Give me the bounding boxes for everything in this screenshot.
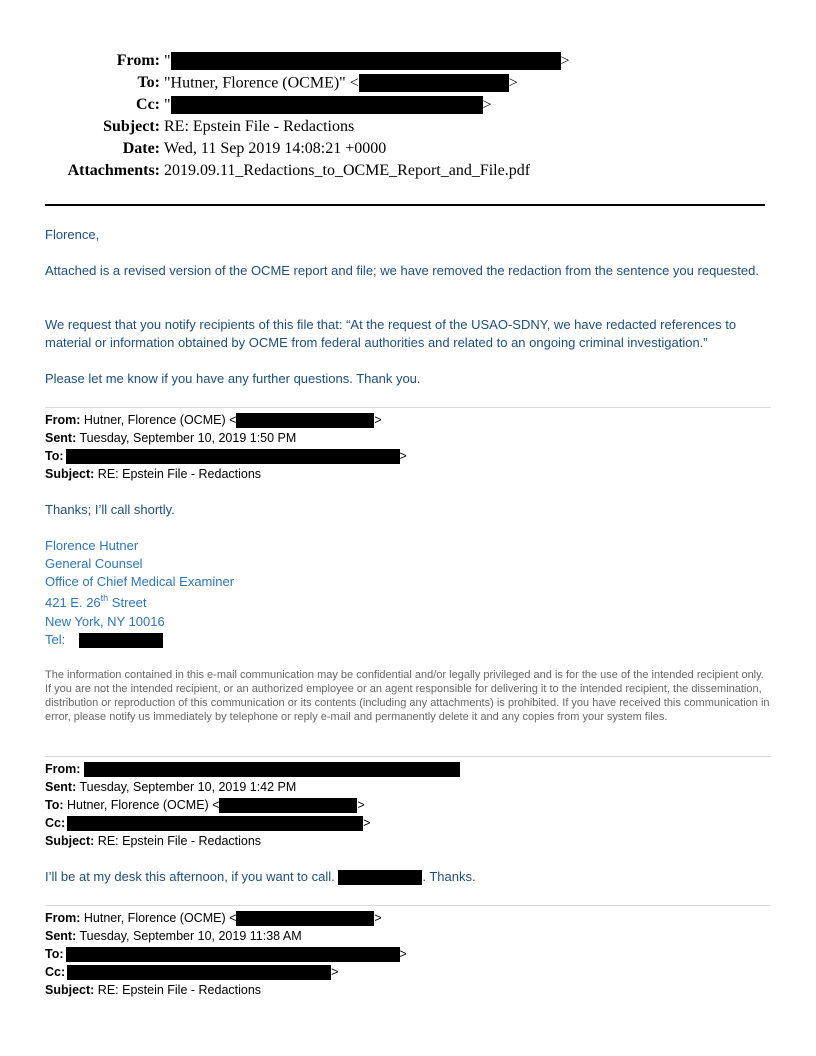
reply2-sent-value: Tuesday, September 10, 2019 1:42 PM <box>79 780 297 794</box>
header-divider <box>45 204 765 206</box>
signature-street <box>45 594 146 612</box>
header-attachments-row <box>0 162 816 184</box>
reply2-body-thanks: . Thanks. <box>422 869 476 884</box>
reply3-subject-label: Subject: <box>45 983 95 997</box>
reply1-to-suffix: > <box>399 449 407 463</box>
header-attachments-label: Attachments: <box>67 162 160 179</box>
reply2-body-text: I’ll be at my desk this afternoon, if you want to call. <box>45 869 339 884</box>
reply2-body <box>45 868 771 886</box>
reply3-from <box>45 909 771 927</box>
header-subject-label: Subject: <box>103 118 160 135</box>
reply2-to <box>45 796 771 814</box>
redaction-block <box>236 911 374 926</box>
reply3-cc-label: Cc: <box>45 965 66 979</box>
message-paragraph-1: Attached is a revised version of the OCME report and file; we have removed the redaction from the sentence you requested. <box>45 263 759 278</box>
reply2-subject-value: RE: Epstein File - Redactions <box>97 834 262 848</box>
header-to-row <box>0 74 816 96</box>
reply3-subject-value: RE: Epstein File - Redactions <box>97 983 262 997</box>
reply3-from-label: From: <box>45 911 81 925</box>
header-to-suffix: > <box>508 74 518 92</box>
header-cc-suffix: > <box>482 96 492 114</box>
header-from-row <box>0 52 816 74</box>
reply1-subject-label: Subject: <box>45 467 95 481</box>
header-date-label: Date: <box>122 140 160 157</box>
header-from-label: From: <box>116 52 160 69</box>
reply-separator <box>45 407 771 408</box>
reply2-sent-label: Sent: <box>45 780 77 794</box>
attachment-filename[interactable]: 2019.09.11_Redactions_to_OCME_Report_and_File.pdf <box>164 162 531 179</box>
reply3-sent-label: Sent: <box>45 929 77 943</box>
reply1-to-label: To: <box>45 449 64 463</box>
reply2-sent <box>45 778 771 796</box>
redaction-block <box>67 816 363 831</box>
header-to-label: To: <box>137 74 160 91</box>
reply3-sent <box>45 927 771 945</box>
reply2-subject-label: Subject: <box>45 834 95 848</box>
header-from-value <box>164 52 570 70</box>
header-cc-row <box>0 96 816 118</box>
message-paragraph-2: We request that you notify recipients of this file that: “At the request of the USAO-SDNY, we have redacted references to material or information obtained by OCME from federal authorities and related to an ongoing criminal investigation.” <box>45 317 737 350</box>
reply3-cc-suffix: > <box>331 965 339 979</box>
reply2-cc <box>45 814 771 832</box>
redaction-block <box>67 965 331 980</box>
reply3-to-label: To: <box>45 947 64 961</box>
reply1-subject <box>45 465 771 483</box>
header-subject-row <box>0 118 816 140</box>
header-cc-label: Cc: <box>136 96 160 113</box>
redaction-block <box>171 52 561 70</box>
reply3-from-value: Hutner, Florence (OCME) < <box>83 911 237 925</box>
header-cc-prefix: " <box>164 96 171 114</box>
reply-separator <box>45 756 771 757</box>
reply1-body: Thanks; I’ll call shortly. <box>45 502 175 517</box>
header-subject-value: RE: Epstein File - Redactions <box>164 118 355 135</box>
signature-city: New York, NY 10016 <box>45 614 165 629</box>
redaction-block <box>79 633 163 648</box>
redaction-block <box>338 870 422 885</box>
reply2-to-label: To: <box>45 798 64 812</box>
signature-street-name: Street <box>108 595 147 610</box>
reply2-from <box>45 760 771 778</box>
redaction-block <box>359 74 509 92</box>
signature-street-ordinal: th <box>100 593 109 603</box>
reply1-to <box>45 447 771 465</box>
legal-disclaimer: The information contained in this e-mail communication may be confidential and/or legally privileged and is for the use of the intended recipient only. If you are not the intended recipient, or an authorized employee or an agent responsible for delivering it to the intended recipient, the dissemination, distribution or reproduction of this communication or its contents (including any attachments) is prohibited. If you have received this communication in error, please notify us immediately by telephone or reply e-mail and permanently delete it and any copies from your system files. <box>45 669 770 723</box>
header-date-value: Wed, 11 Sep 2019 14:08:21 +0000 <box>164 140 387 157</box>
reply3-to-suffix: > <box>399 947 407 961</box>
reply1-sent-label: Sent: <box>45 431 77 445</box>
header-from-suffix: > <box>560 52 570 70</box>
reply1-from-value: Hutner, Florence (OCME) < <box>83 413 237 427</box>
reply1-sent-value: Tuesday, September 10, 2019 1:50 PM <box>79 431 297 445</box>
redaction-block <box>66 947 400 962</box>
redaction-block <box>66 449 400 464</box>
reply1-subject-value: RE: Epstein File - Redactions <box>97 467 262 481</box>
reply3-cc <box>45 963 771 981</box>
reply3-from-suffix: > <box>374 911 382 925</box>
signature-title: General Counsel <box>45 556 143 571</box>
reply-separator <box>45 905 771 906</box>
reply3-sent-value: Tuesday, September 10, 2019 11:38 AM <box>79 929 302 943</box>
reply2-cc-label: Cc: <box>45 816 66 830</box>
signature-tel-label: Tel: <box>45 632 66 647</box>
reply2-cc-suffix: > <box>363 816 371 830</box>
reply1-from-label: From: <box>45 413 81 427</box>
reply1-sent <box>45 429 771 447</box>
signature-street-number: 421 E. 26 <box>45 595 101 610</box>
header-cc-value <box>164 96 492 114</box>
reply2-subject <box>45 832 771 850</box>
redaction-block <box>236 413 374 428</box>
reply1-from <box>45 411 771 429</box>
reply3-to <box>45 945 771 963</box>
signature-office: Office of Chief Medical Examiner <box>45 574 235 589</box>
redaction-block <box>84 762 460 777</box>
message-paragraph-3: Please let me know if you have any further questions. Thank you. <box>45 371 421 386</box>
header-to-value <box>164 74 518 92</box>
redaction-block <box>171 96 483 114</box>
header-date-row <box>0 140 816 162</box>
message-greeting: Florence, <box>45 227 100 242</box>
header-to-name: "Hutner, Florence (OCME)" < <box>164 74 359 92</box>
reply1-from-suffix: > <box>374 413 382 427</box>
signature-tel <box>45 631 163 649</box>
header-from-prefix: " <box>164 52 171 70</box>
reply3-subject <box>45 981 771 999</box>
signature-name: Florence Hutner <box>45 538 139 553</box>
reply2-from-label: From: <box>45 762 81 776</box>
redaction-block <box>219 798 357 813</box>
reply2-to-value: Hutner, Florence (OCME) < <box>67 798 220 812</box>
reply2-to-suffix: > <box>357 798 365 812</box>
